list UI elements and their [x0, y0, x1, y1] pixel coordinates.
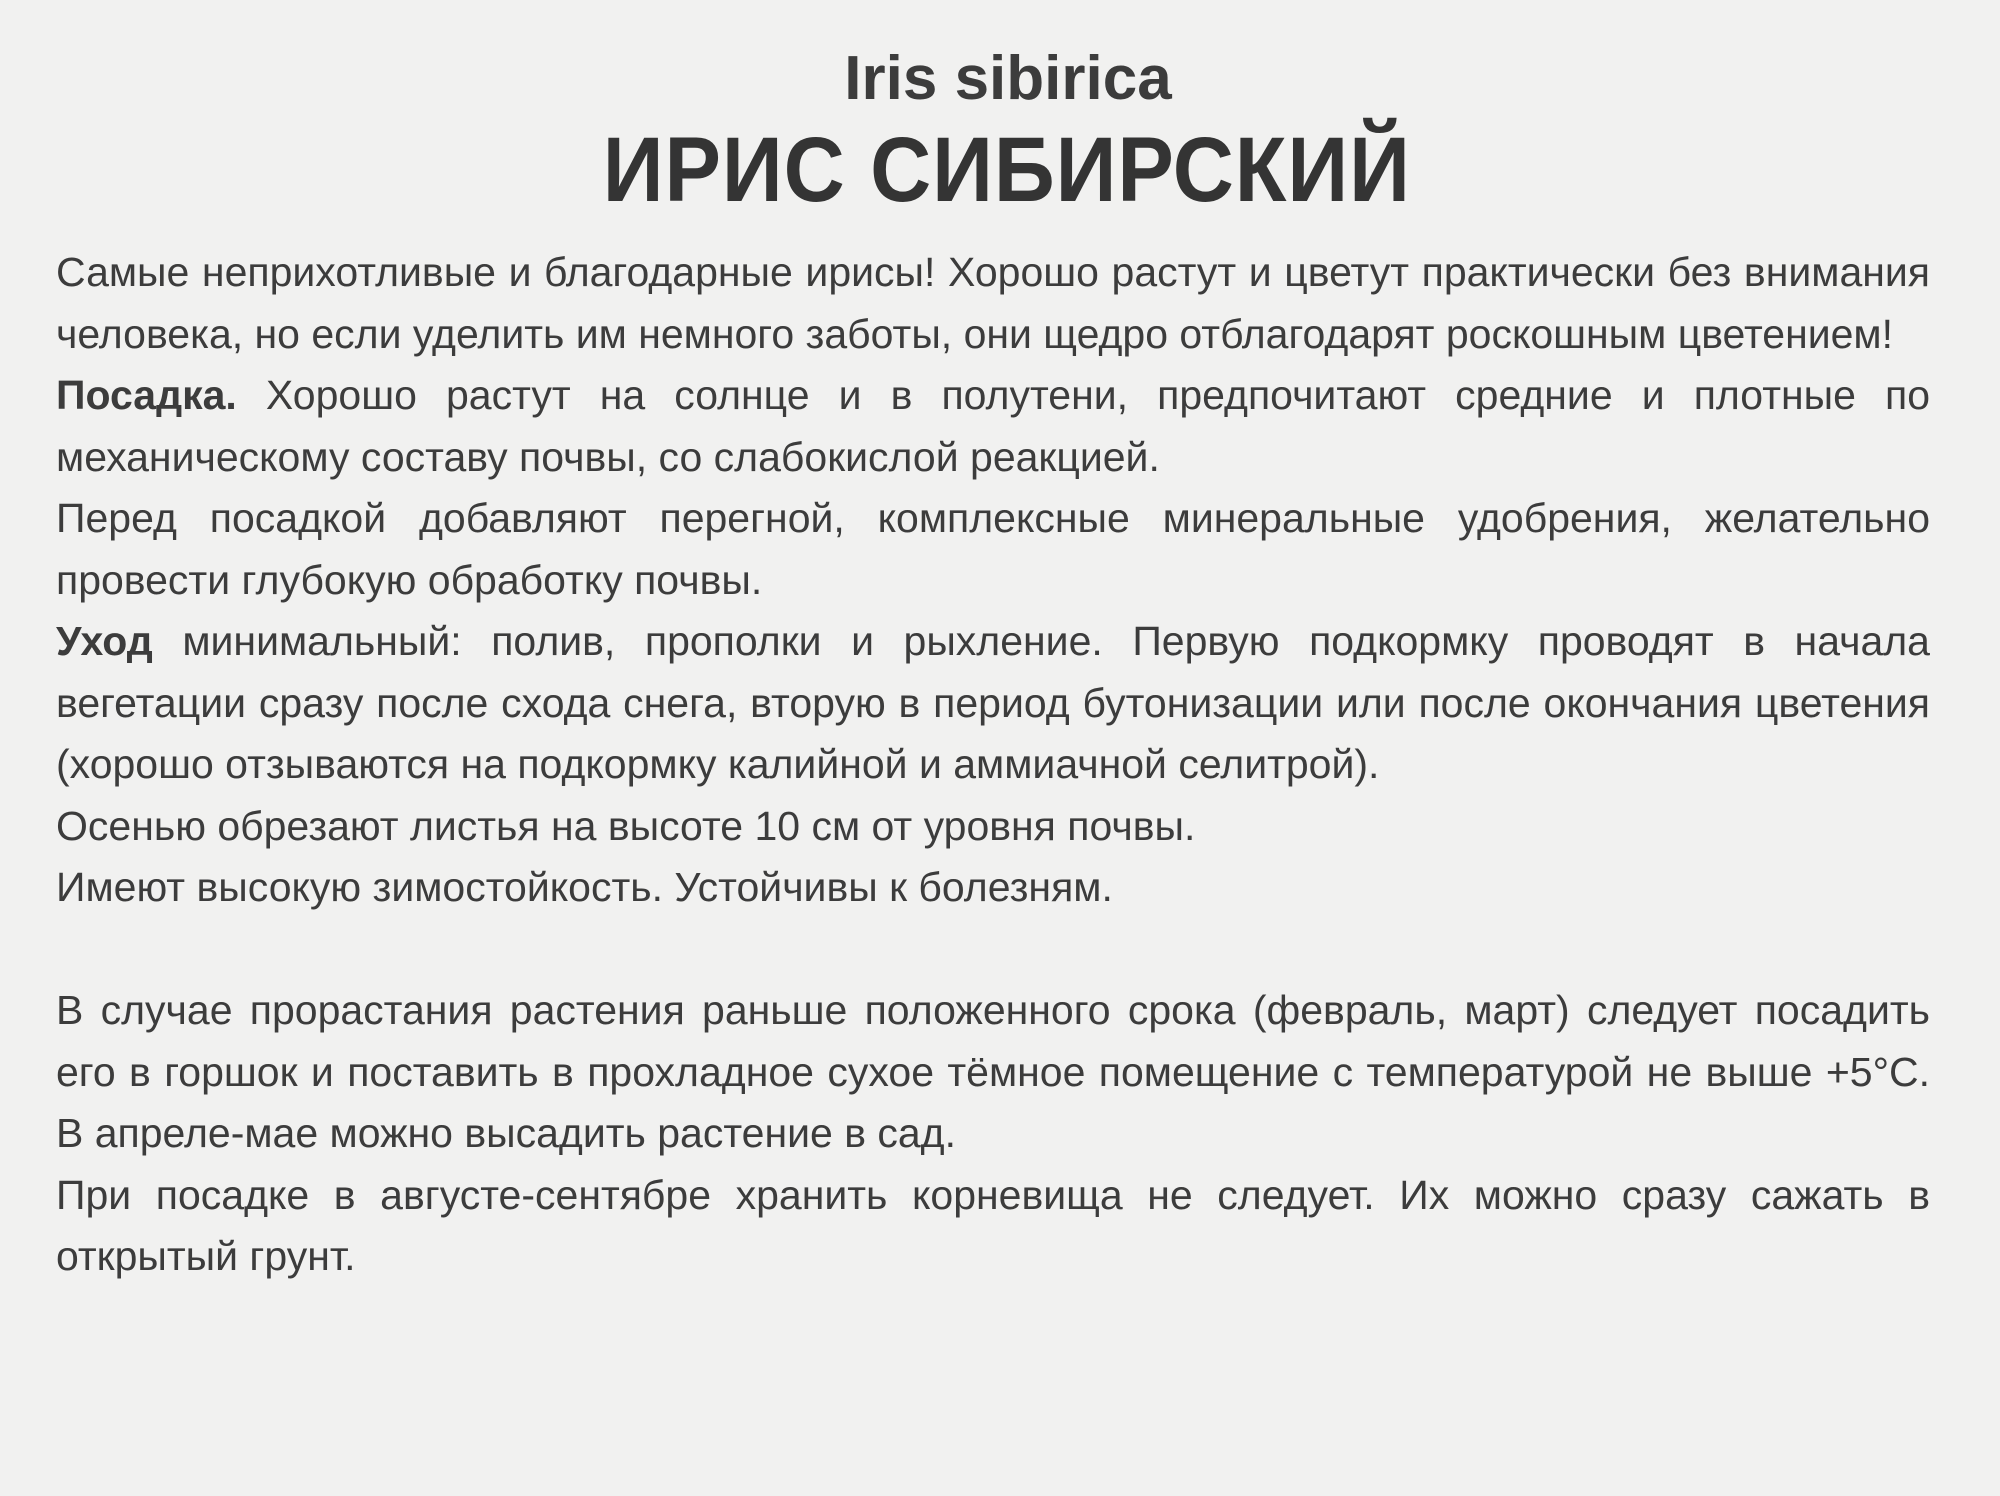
intro-paragraph: Самые неприхотливые и благодарные ирисы! Хорошо растут и цветут практически без внимания человека, но если уделить им немного заботы, они щедро отблагодарят роскошным цветением!	[56, 249, 1930, 357]
early-sprouting-paragraph: В случае прорастания растения раньше положенного срока (февраль, март) следует посадить его в горшок и поставить в прохладное сухое тёмное помещение с температурой не выше +5°С. В апреле-мае можно высадить растение в сад.	[56, 987, 1930, 1156]
latin-name-heading: Iris sibirica	[844, 44, 1172, 113]
hardiness-paragraph: Имеют высокую зимостойкость. Устойчивы к болезням.	[56, 864, 1113, 910]
care-text: минимальный: полив, прополки и рыхление. Первую подкормку проводят в начала вегетации сразу после схода снега, вторую в период бутонизации или после окончания цветения (хорошо отзываются на подкормку калийной и аммиачной селитрой).	[56, 618, 1930, 787]
paragraph-spacer	[56, 919, 1930, 981]
planting-label: Посадка.	[56, 372, 237, 418]
planting-paragraph	[56, 365, 1930, 488]
care-paragraph	[56, 611, 1930, 796]
soil-preparation-paragraph: Перед посадкой добавляют перегной, комплексные минеральные удобрения, желательно провести глубокую обработку почвы.	[56, 495, 1930, 603]
description-body	[56, 242, 1930, 1288]
autumn-paragraph: Осенью обрезают листья на высоте 10 см от уровня почвы.	[56, 802, 1196, 849]
care-label: Уход	[56, 618, 153, 664]
late-summer-paragraph: При посадке в августе-сентябре хранить корневища не следует. Их можно сразу сажать в открытый грунт.	[56, 1171, 1930, 1279]
planting-text: Хорошо растут на солнце и в полутени, предпочитают средние и плотные по механическому составу почвы, со слабокислой реакцией.	[56, 372, 1930, 480]
russian-name-heading: ИРИС СИБИРСКИЙ	[602, 119, 1411, 221]
